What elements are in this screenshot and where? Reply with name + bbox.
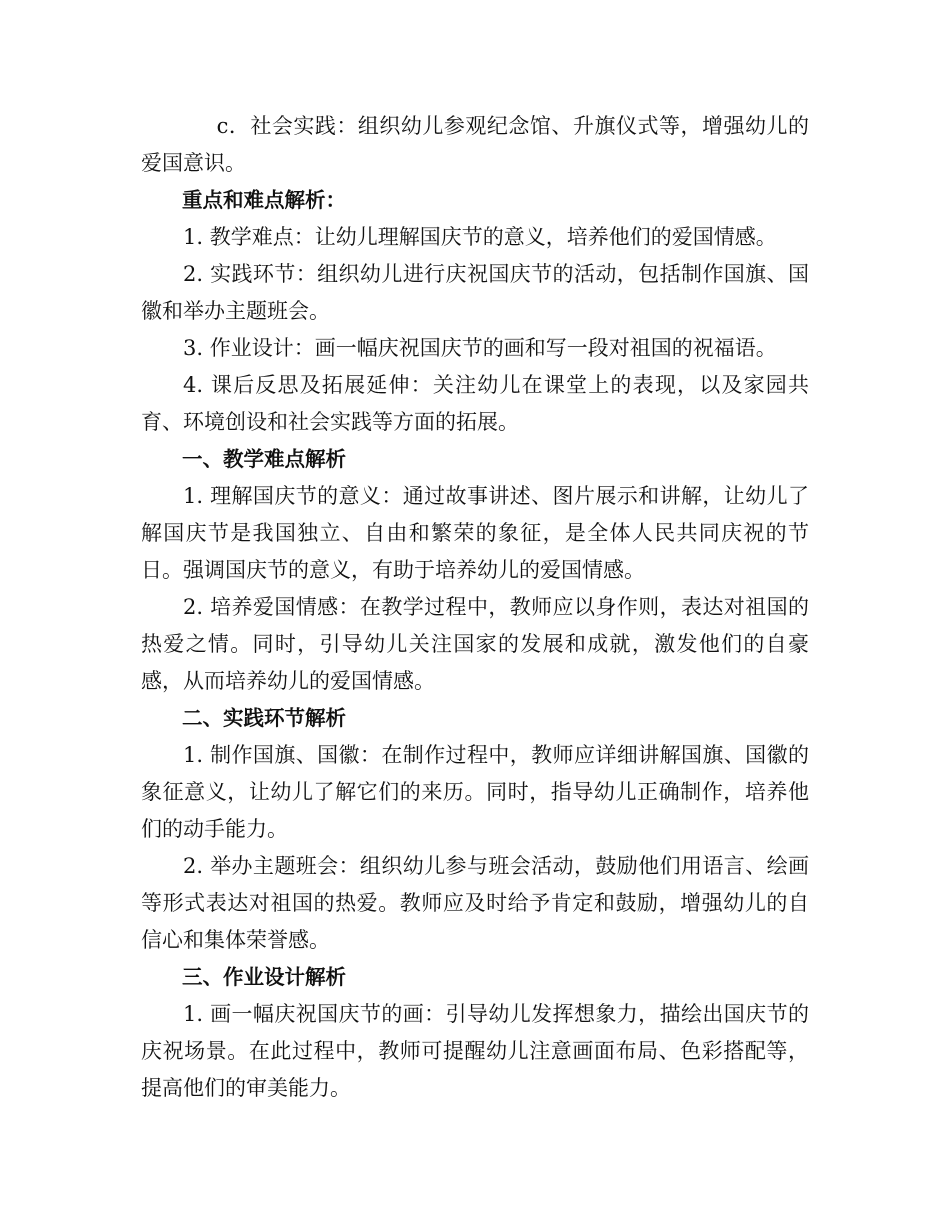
paragraph-teaching-difficulty: 1. 教学难点：让幼儿理解国庆节的意义，培养他们的爱国情感。 — [183, 225, 777, 249]
paragraph-make-flag: 1. 制作国旗、国徽：在制作过程中，教师应详细讲解国旗、国徽的象征意义，让幼儿了解它们的来历。同时，指导幼儿正确制作，培养他们的动手能力。 — [141, 743, 809, 841]
heading-key-points: 重点和难点解析： — [182, 188, 346, 212]
paragraph-understand-meaning: 1. 理解国庆节的意义：通过故事讲述、图片展示和讲解，让幼儿了解国庆节是我国独立、自由和繁荣的象征，是全体人民共同庆祝的节日。强调国庆节的意义，有助于培养幼儿的爱国情感。 — [141, 484, 809, 582]
paragraph-practice-session: 2. 实践环节：组织幼儿进行庆祝国庆节的活动，包括制作国旗、国徽和举办主题班会。 — [141, 262, 809, 323]
paragraph-social-practice: c．社会实践：组织幼儿参观纪念馆、升旗仪式等，增强幼儿的爱国意识。 — [141, 114, 809, 175]
heading-section-two: 二、实践环节解析 — [182, 706, 346, 730]
heading-section-one: 一、教学难点解析 — [182, 447, 346, 471]
paragraph-reflection-extension: 4. 课后反思及拓展延伸：关注幼儿在课堂上的表现，以及家园共育、环境创设和社会实践等方面的拓展。 — [141, 373, 809, 434]
paragraph-homework-design: 3. 作业设计：画一幅庆祝国庆节的画和写一段对祖国的祝福语。 — [183, 336, 777, 360]
paragraph-draw-picture: 1. 画一幅庆祝国庆节的画：引导幼儿发挥想象力，描绘出国庆节的庆祝场景。在此过程中，教师可提醒幼儿注意画面布局、色彩搭配等，提高他们的审美能力。 — [141, 1002, 809, 1100]
heading-section-three: 三、作业设计解析 — [182, 965, 346, 989]
paragraph-theme-meeting: 2. 举办主题班会：组织幼儿参与班会活动，鼓励他们用语言、绘画等形式表达对祖国的热爱。教师应及时给予肯定和鼓励，增强幼儿的自信心和集体荣誉感。 — [141, 854, 809, 952]
document-body — [141, 108, 809, 1107]
paragraph-patriotic-emotion: 2. 培养爱国情感：在教学过程中，教师应以身作则，表达对祖国的热爱之情。同时，引导幼儿关注国家的发展和成就，激发他们的自豪感，从而培养幼儿的爱国情感。 — [141, 595, 809, 693]
